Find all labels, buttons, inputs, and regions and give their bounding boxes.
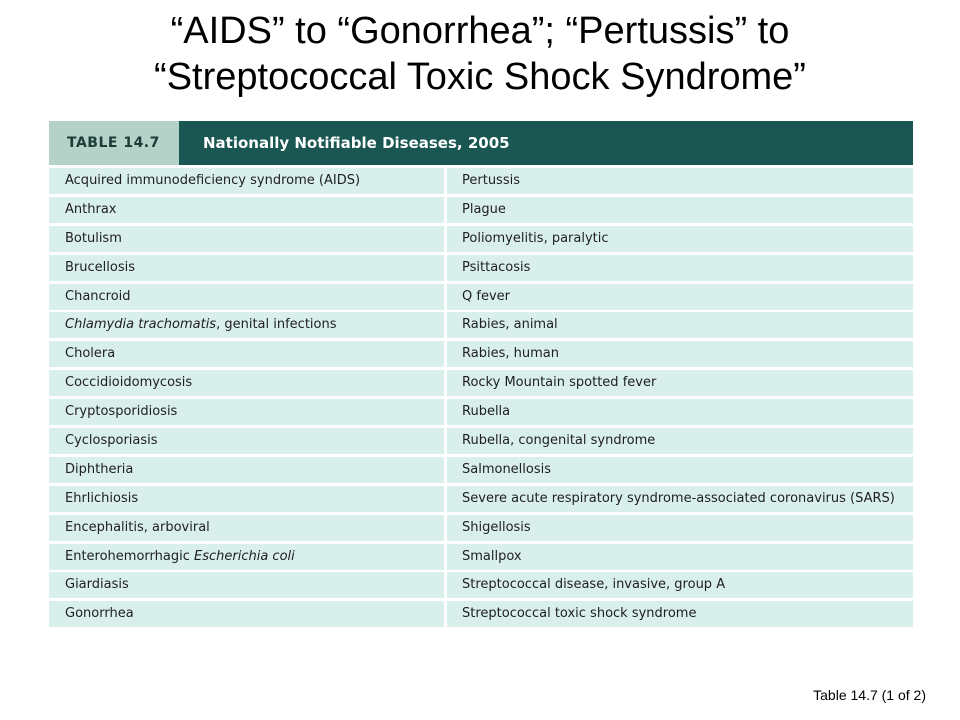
table-header bbox=[49, 121, 913, 165]
cell-text: Acquired immunodeficiency syndrome (AIDS) bbox=[65, 173, 361, 188]
table-body bbox=[49, 168, 913, 631]
table-cell: Shigellosis bbox=[447, 515, 913, 541]
cell-text: Botulism bbox=[65, 230, 122, 246]
table-cell bbox=[49, 515, 444, 541]
table-cell: Q fever bbox=[447, 284, 913, 310]
left-column bbox=[49, 168, 444, 630]
table-cell bbox=[49, 370, 444, 396]
table-cell bbox=[49, 341, 444, 367]
table-cell: Psittacosis bbox=[447, 255, 913, 281]
table-cell: Rubella, congenital syndrome bbox=[447, 428, 913, 454]
cell-italic-text: Chlamydia trachomatis bbox=[65, 317, 217, 333]
table-cell: Streptococcal disease, invasive, group A bbox=[447, 572, 913, 598]
table-cell: Rubella bbox=[447, 399, 913, 425]
cell-text: Anthrax bbox=[65, 201, 117, 217]
cell-text: Cyclosporiasis bbox=[65, 433, 158, 449]
table-cell bbox=[49, 572, 444, 598]
right-column bbox=[447, 168, 913, 630]
table-cell: Severe acute respiratory syndrome-associated coronavirus (SARS) bbox=[447, 486, 913, 512]
cell-text: Ehrlichiosis bbox=[65, 490, 139, 506]
footnote: Table 14.7 (1 of 2) bbox=[813, 687, 926, 703]
table-cell: Pertussis bbox=[447, 168, 913, 194]
table-cell bbox=[49, 197, 444, 223]
table-cell: Plague bbox=[447, 197, 913, 223]
table-cell bbox=[49, 284, 444, 310]
table-cell: Streptococcal toxic shock syndrome bbox=[447, 601, 913, 627]
cell-text: Gonorrhea bbox=[65, 606, 134, 622]
cell-italic-text: Escherichia coli bbox=[194, 548, 295, 564]
table-cell: Rabies, animal bbox=[447, 312, 913, 338]
cell-text: Encephalitis, arboviral bbox=[65, 519, 210, 535]
slide-title-line-2: “Streptococcal Toxic Shock Syndrome” bbox=[154, 56, 806, 98]
cell-text: Coccidioidomycosis bbox=[65, 375, 193, 391]
cell-text: Giardiasis bbox=[65, 577, 129, 593]
cell-text: Cryptosporidiosis bbox=[65, 404, 178, 420]
table-cell: Smallpox bbox=[447, 544, 913, 570]
table-cell: Salmonellosis bbox=[447, 457, 913, 483]
cell-text: Brucellosis bbox=[65, 259, 135, 275]
table-cell bbox=[49, 544, 444, 570]
table-cell bbox=[49, 399, 444, 425]
table-title: Nationally Notifiable Diseases, 2005 bbox=[203, 134, 510, 152]
table-cell bbox=[49, 428, 444, 454]
slide-title-line-1: “AIDS” to “Gonorrhea”; “Pertussis” to bbox=[170, 10, 790, 52]
table-cell bbox=[49, 168, 444, 194]
table-cell: Rocky Mountain spotted fever bbox=[447, 370, 913, 396]
cell-text: Enterohemorrhagic bbox=[65, 548, 194, 564]
notifiable-diseases-table bbox=[49, 121, 913, 631]
slide-title bbox=[0, 8, 960, 100]
table-cell bbox=[49, 601, 444, 627]
table-number-label: TABLE 14.7 bbox=[49, 121, 179, 165]
cell-text: Cholera bbox=[65, 346, 116, 362]
table-cell: Rabies, human bbox=[447, 341, 913, 367]
table-cell bbox=[49, 486, 444, 512]
cell-text: , genital infections bbox=[216, 317, 337, 333]
table-cell bbox=[49, 226, 444, 252]
table-cell: Poliomyelitis, paralytic bbox=[447, 226, 913, 252]
table-cell bbox=[49, 255, 444, 281]
table-cell bbox=[49, 457, 444, 483]
table-cell bbox=[49, 312, 444, 338]
cell-text: Diphtheria bbox=[65, 461, 134, 477]
cell-text: Chancroid bbox=[65, 288, 131, 304]
